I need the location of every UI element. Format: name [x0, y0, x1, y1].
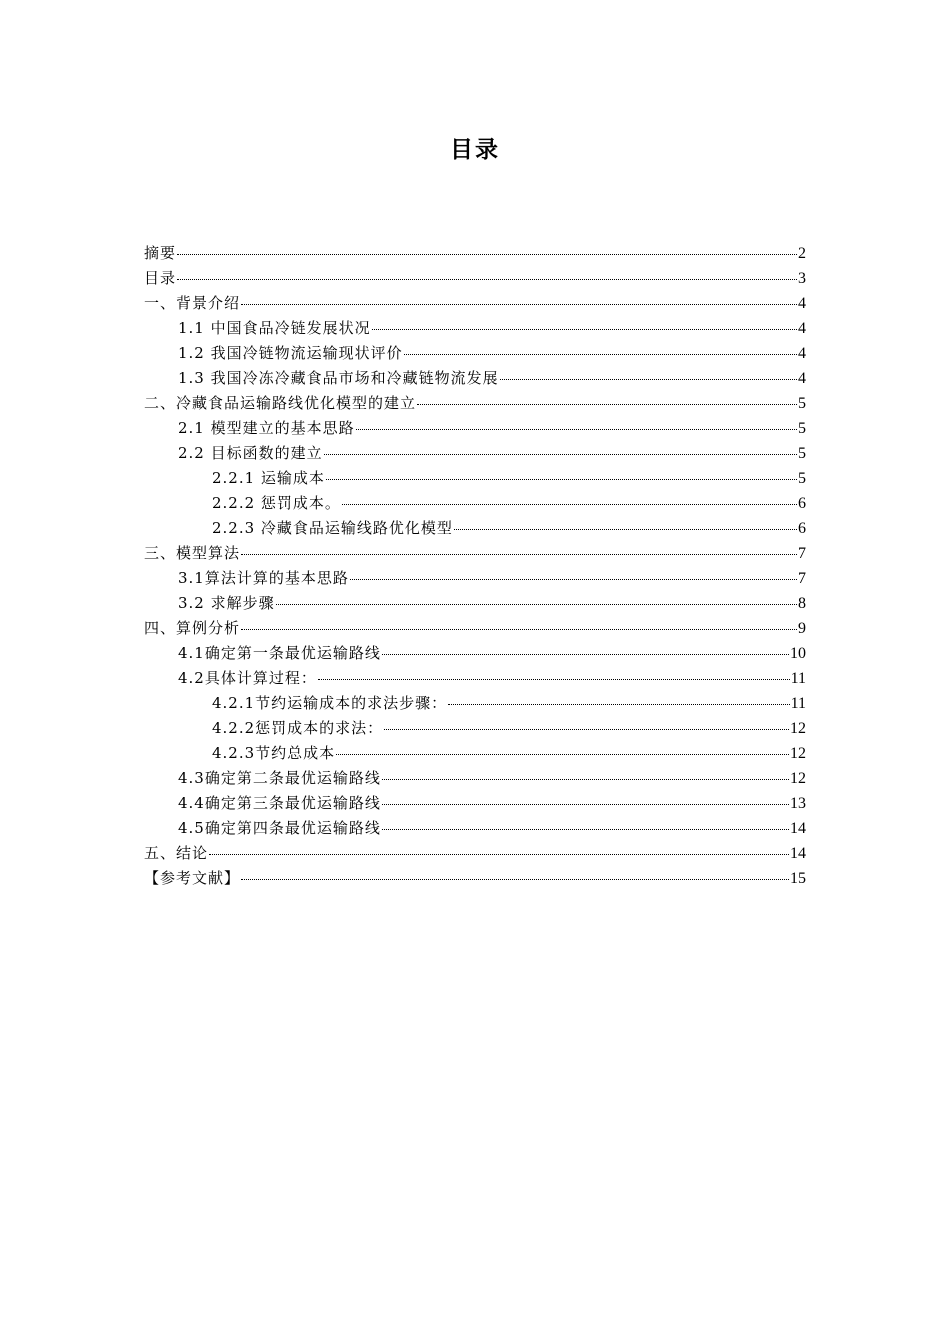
- toc-entry[interactable]: [144, 866, 806, 891]
- toc-entry-title: 二、冷藏食品运输路线优化模型的建立: [144, 394, 417, 412]
- toc-entry-title: 4.3确定第二条最优运输路线: [178, 769, 381, 787]
- toc-entry-title: 目录: [144, 269, 177, 287]
- toc-page-number: 6: [798, 520, 806, 537]
- toc-page-number: 5: [798, 445, 806, 462]
- toc-page-number: 12: [790, 720, 806, 737]
- toc-page-number: 13: [790, 795, 806, 812]
- toc-dot-leader: [209, 854, 789, 855]
- toc-entry-title: 3.1算法计算的基本思路: [178, 569, 349, 587]
- toc-entry[interactable]: [144, 716, 806, 741]
- toc-entry[interactable]: [144, 341, 806, 366]
- toc-dot-leader: [372, 329, 797, 330]
- toc-entry[interactable]: [144, 741, 806, 766]
- toc-dot-leader: [382, 804, 789, 805]
- toc-entry-title: 4.2.2惩罚成本的求法：: [212, 719, 384, 737]
- toc-entry[interactable]: [144, 616, 806, 641]
- toc-entry-title: 三、模型算法: [144, 544, 241, 562]
- toc-dot-leader: [382, 779, 789, 780]
- toc-entry[interactable]: [144, 416, 806, 441]
- toc-entry-title: 3.2 求解步骤: [178, 594, 275, 612]
- toc-page-number: 14: [790, 820, 806, 837]
- toc-page-number: 8: [798, 595, 806, 612]
- toc-entry[interactable]: [144, 291, 806, 316]
- toc-page-number: 10: [790, 645, 806, 662]
- toc-page-number: 6: [798, 495, 806, 512]
- toc-entry[interactable]: [144, 491, 806, 516]
- toc-dot-leader: [350, 579, 797, 580]
- toc-dot-leader: [241, 629, 797, 630]
- toc-page-number: 4: [798, 320, 806, 337]
- toc-entry[interactable]: [144, 691, 806, 716]
- toc-page-number: 11: [790, 670, 806, 687]
- toc-entry[interactable]: [144, 241, 806, 266]
- toc-entry-title: 1.3 我国冷冻冷藏食品市场和冷藏链物流发展: [178, 369, 499, 387]
- toc-entry-title: 4.4确定第三条最优运输路线: [178, 794, 381, 812]
- toc-entry[interactable]: [144, 466, 806, 491]
- toc-dot-leader: [241, 879, 789, 880]
- toc-dot-leader: [342, 504, 797, 505]
- toc-dot-leader: [177, 279, 797, 280]
- toc-page-number: 11: [790, 695, 806, 712]
- toc-entry-title: 4.2.3节约总成本: [212, 744, 336, 762]
- toc-dot-leader: [500, 379, 797, 380]
- toc-dot-leader: [241, 304, 797, 305]
- toc-entry-title: 2.2 目标函数的建立: [178, 444, 323, 462]
- toc-entry-title: 2.2.2 惩罚成本。: [212, 494, 341, 512]
- toc-dot-leader: [448, 704, 789, 705]
- toc-entry[interactable]: [144, 391, 806, 416]
- toc-page-number: 12: [790, 770, 806, 787]
- toc-entry[interactable]: [144, 841, 806, 866]
- toc-dot-leader: [382, 654, 789, 655]
- toc-page-number: 2: [798, 245, 806, 262]
- toc-page-number: 4: [798, 370, 806, 387]
- toc-dot-leader: [384, 729, 789, 730]
- toc-entry[interactable]: [144, 516, 806, 541]
- toc-entry-title: 4.2具体计算过程：: [178, 669, 317, 687]
- toc-dot-leader: [454, 529, 797, 530]
- toc-page-number: 7: [798, 570, 806, 587]
- toc-entry-title: 四、算例分析: [144, 619, 241, 637]
- toc-dot-leader: [177, 254, 797, 255]
- toc-page-number: 15: [790, 870, 806, 887]
- toc-page-number: 9: [798, 620, 806, 637]
- toc-page-number: 4: [798, 295, 806, 312]
- toc-dot-leader: [318, 679, 790, 680]
- toc-page-number: 3: [798, 270, 806, 287]
- toc-entry-title: 一、背景介绍: [144, 294, 241, 312]
- toc-entry-title: 五、结论: [144, 844, 209, 862]
- toc-page-number: 5: [798, 395, 806, 412]
- toc-dot-leader: [382, 829, 789, 830]
- toc-entry[interactable]: [144, 566, 806, 591]
- toc-entry[interactable]: [144, 791, 806, 816]
- toc-entry[interactable]: [144, 441, 806, 466]
- table-of-contents: [144, 241, 806, 891]
- toc-entry[interactable]: [144, 591, 806, 616]
- toc-dot-leader: [324, 454, 797, 455]
- toc-entry[interactable]: [144, 541, 806, 566]
- toc-dot-leader: [404, 354, 797, 355]
- toc-entry-title: 2.1 模型建立的基本思路: [178, 419, 355, 437]
- toc-entry[interactable]: [144, 666, 806, 691]
- toc-dot-leader: [336, 754, 789, 755]
- toc-dot-leader: [326, 479, 797, 480]
- toc-entry-title: 1.1 中国食品冷链发展状况: [178, 319, 371, 337]
- toc-entry-title: 4.5确定第四条最优运输路线: [178, 819, 381, 837]
- toc-dot-leader: [417, 404, 797, 405]
- toc-entry-title: 2.2.3 冷藏食品运输线路优化模型: [212, 519, 453, 537]
- toc-dot-leader: [276, 604, 797, 605]
- toc-page-number: 4: [798, 345, 806, 362]
- toc-entry-title: 1.2 我国冷链物流运输现状评价: [178, 344, 403, 362]
- toc-entry[interactable]: [144, 766, 806, 791]
- toc-page-number: 7: [798, 545, 806, 562]
- toc-page-number: 5: [798, 420, 806, 437]
- toc-dot-leader: [356, 429, 797, 430]
- toc-entry-title: 【参考文献】: [144, 869, 241, 887]
- toc-dot-leader: [241, 554, 797, 555]
- toc-entry-title: 摘要: [144, 244, 177, 262]
- toc-page-number: 14: [790, 845, 806, 862]
- toc-entry-title: 4.2.1节约运输成本的求法步骤：: [212, 694, 448, 712]
- toc-entry[interactable]: [144, 366, 806, 391]
- toc-entry-title: 4.1确定第一条最优运输路线: [178, 644, 381, 662]
- page-title: 目录: [450, 137, 500, 163]
- toc-page-number: 12: [790, 745, 806, 762]
- toc-entry[interactable]: [144, 816, 806, 841]
- toc-entry[interactable]: [144, 316, 806, 341]
- toc-entry[interactable]: [144, 641, 806, 666]
- toc-page-number: 5: [798, 470, 806, 487]
- toc-entry-title: 2.2.1 运输成本: [212, 469, 325, 487]
- toc-entry[interactable]: [144, 266, 806, 291]
